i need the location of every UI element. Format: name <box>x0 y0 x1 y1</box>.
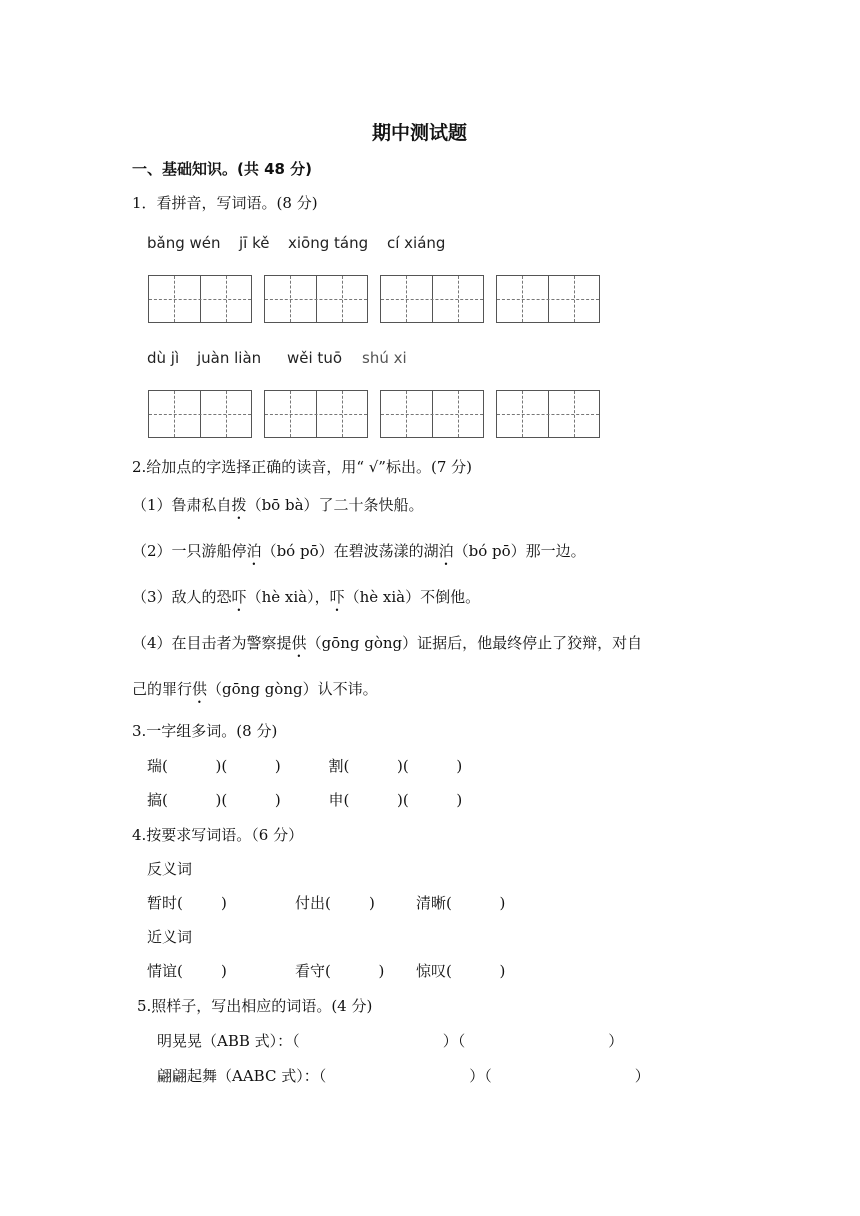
question-5-row-2: 翩翩起舞（AABC 式）：（ ）（ ） <box>157 1067 650 1085</box>
page-title: 期中测试题 <box>372 122 468 144</box>
writing-grid[interactable] <box>496 275 600 323</box>
pinyin-4: cí xiáng <box>387 234 446 252</box>
question-3-row-2: 搞( )( ) 申( )( ) <box>147 791 463 809</box>
writing-grid[interactable] <box>148 390 252 438</box>
pinyin-3: xiōng táng <box>288 234 369 252</box>
synonym-item: 惊叹( ) <box>416 962 506 980</box>
question-4-title: 4.按要求写词语。（6 分） <box>132 826 304 844</box>
writing-grid[interactable] <box>380 275 484 323</box>
question-3-title: 3.一字组多词。(8 分) <box>132 722 278 740</box>
writing-grid[interactable] <box>380 390 484 438</box>
question-5-row-1: 明晃晃（ABB 式）：（ ）（ ） <box>157 1032 624 1050</box>
pinyin-1: bǎng wén <box>147 234 221 252</box>
question-3-row-1: 瑞( )( ) 割( )( ) <box>147 757 463 775</box>
writing-grid[interactable] <box>148 275 252 323</box>
pinyin-5: dù jì <box>147 349 180 367</box>
pinyin-6: juàn liàn <box>197 349 262 367</box>
writing-grid[interactable] <box>264 275 368 323</box>
question-2-title: 2.给加点的字选择正确的读音，用“ √”标出。(7 分) <box>132 458 472 476</box>
question-2-item-4-line-1: （4）在目击者为警察提供（gōng gòng）证据后，他最终停止了狡辩，对自 <box>132 634 643 652</box>
synonym-item: 看守( ) <box>295 962 385 980</box>
pinyin-2: jī kě <box>239 234 270 252</box>
section-heading: 一、基础知识。(共 48 分) <box>132 160 313 178</box>
question-5-title: 5.照样子，写出相应的词语。(4 分) <box>137 997 373 1015</box>
question-2-item-3: （3）敌人的恐吓（hè xià），吓（hè xià）不倒他。 <box>132 588 481 606</box>
antonym-label: 反义词 <box>147 860 193 878</box>
pinyin-7: wěi tuō <box>287 349 342 367</box>
pinyin-8: shú xi <box>362 349 407 367</box>
writing-grid[interactable] <box>264 390 368 438</box>
question-2-item-1: （1）鲁肃私自拨（bō bà）了二十条快船。 <box>132 496 424 514</box>
writing-grid[interactable] <box>496 390 600 438</box>
question-2-item-4-line-2: 己的罪行供（gōng gòng）认不讳。 <box>132 680 378 698</box>
question-2-item-2: （2）一只游船停泊（bó pō）在碧波荡漾的湖泊（bó pō）那一边。 <box>132 542 586 560</box>
question-1-title: 1．看拼音，写词语。(8 分) <box>132 194 318 212</box>
antonym-item: 清晰( ) <box>416 894 506 912</box>
synonym-item: 情谊( ) <box>147 962 227 980</box>
synonym-label: 近义词 <box>147 928 193 946</box>
antonym-item: 暂时( ) <box>147 894 227 912</box>
antonym-item: 付出( ) <box>295 894 375 912</box>
